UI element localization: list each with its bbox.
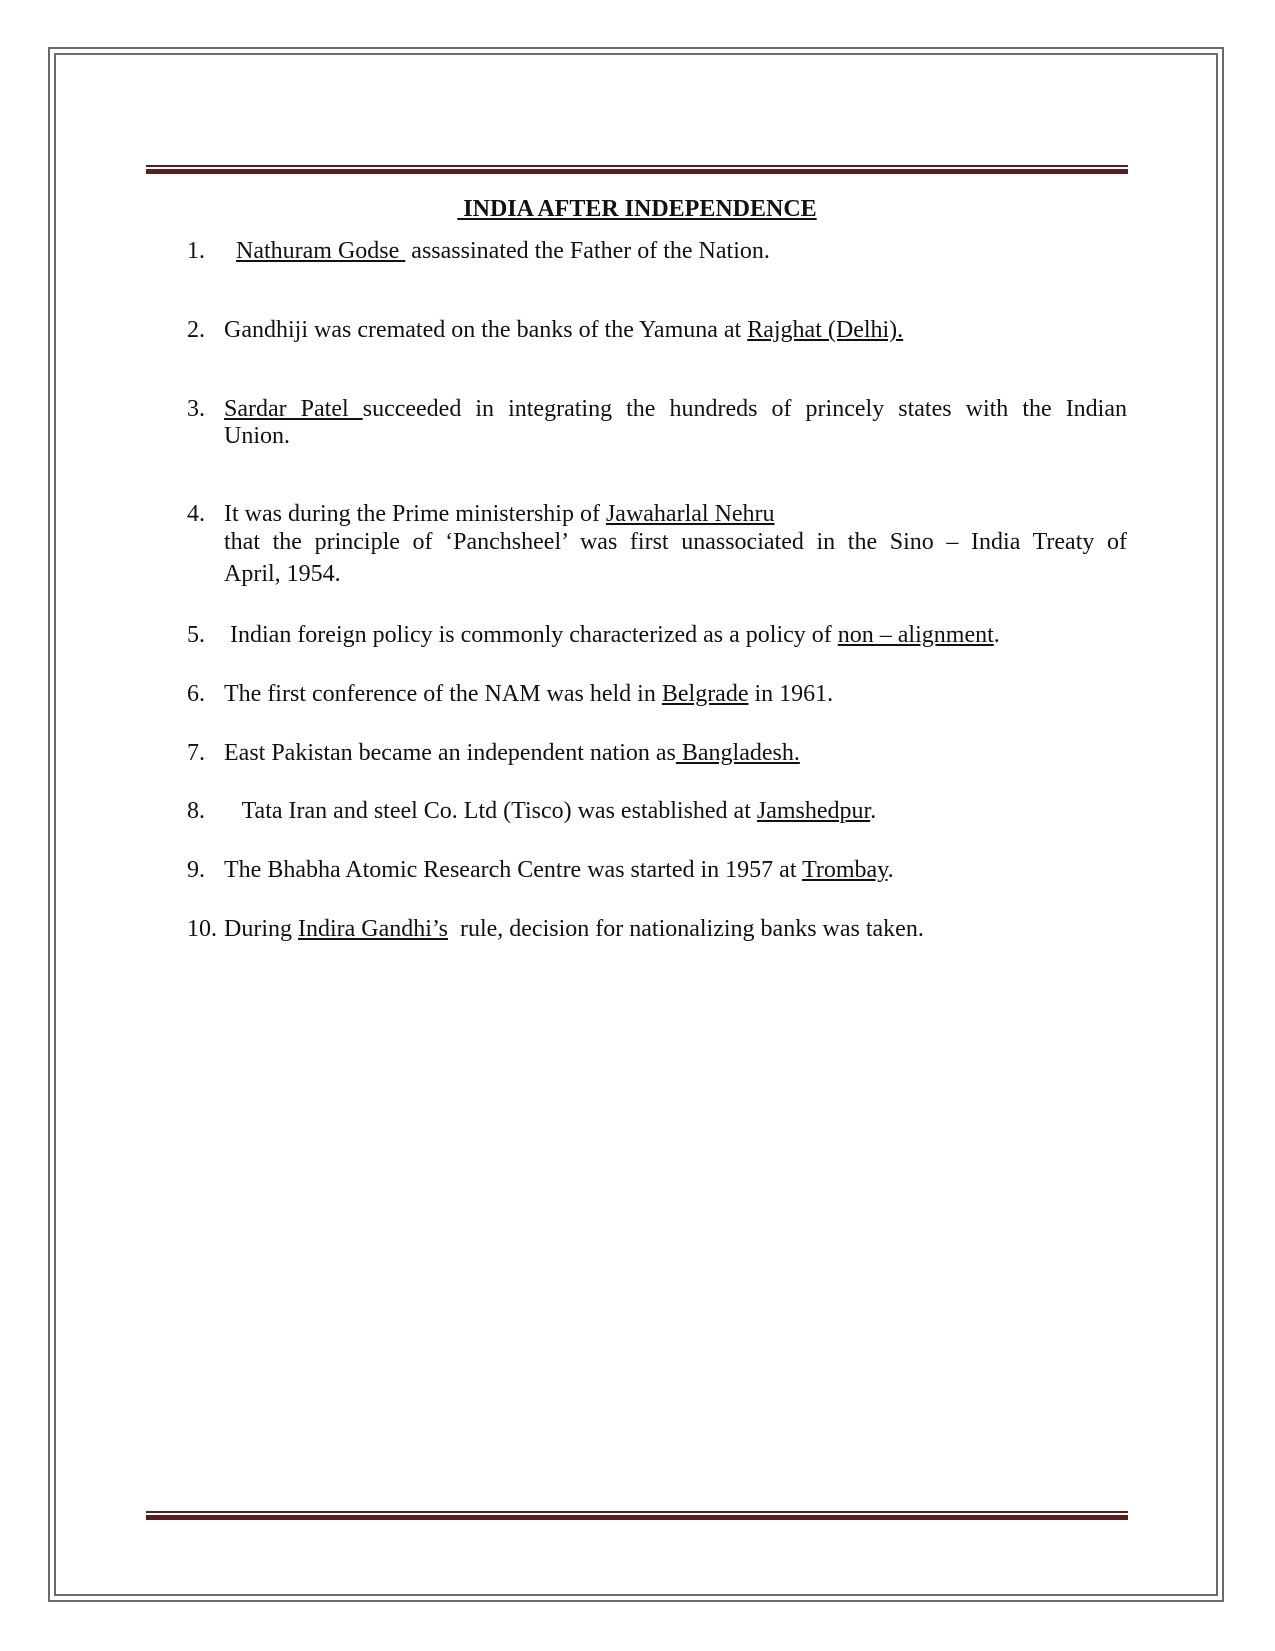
item-text-part: . [887,857,894,883]
item-text-part: East Pakistan became an independent nation as [224,740,676,766]
item-text [224,237,1127,265]
item-text-line-1 [224,395,1127,423]
item-text [224,680,1127,708]
item-text-part: The first conference of the NAM was held in [224,681,662,707]
footer-rule-thick-line [146,1515,1128,1520]
item-number: 1. [187,238,205,264]
item-text-part: that the principle of ‘Panchsheel’ was first unassociated in the Sino – India Treaty of [224,529,1127,555]
highlight-trombay: Trombay [802,857,888,883]
item-number: 4. [187,501,205,527]
item-text-part: . [993,622,1000,648]
item-number: 8. [187,798,205,824]
item-text [224,621,1127,649]
item-text-part: . [870,798,877,824]
item-text-line-1 [224,500,1127,528]
highlight-sardar-patel: Sardar Patel [224,396,363,422]
item-number: 9. [187,857,205,883]
item-text-part: in 1961. [748,681,834,707]
item-text [224,739,1127,767]
item-text-part: assassinated the Father of the Nation. [405,238,770,264]
item-text-line-3: April, 1954. [224,561,341,587]
item-text [224,797,1127,825]
item-text [224,915,1127,943]
item-text-part: The Bhabha Atomic Research Centre was started in 1957 at [224,857,803,883]
item-text [224,316,1127,344]
item-text-part: Indian foreign policy is commonly characterized as a policy of [224,622,838,648]
footer-rule [146,1511,1128,1520]
item-text-part: Tata Iran and steel Co. Ltd (Tisco) was established at [224,798,757,824]
item-number: 10. [187,916,217,942]
item-text-part: During [224,916,298,942]
item-lead-space [224,238,236,264]
item-text-part: It was during the Prime ministership of [224,501,606,527]
header-rule-thin-line [146,165,1128,167]
highlight-non-alignment: non – alignment [837,622,994,648]
highlight-bangladesh: Bangladesh. [675,740,800,766]
item-text-part: succeeded in integrating the hundreds of princely states with the Indian [362,396,1127,422]
item-number: 2. [187,317,205,343]
highlight-nathuram-godse: Nathuram Godse [236,238,406,264]
item-text [224,856,1127,884]
highlight-rajghat: Rajghat (Delhi). [747,317,904,343]
footer-rule-thin-line [146,1511,1128,1513]
page-title: INDIA AFTER INDEPENDENCE [457,196,817,222]
item-text-line-2: Union. [224,423,290,449]
item-number: 7. [187,740,205,766]
item-text-part: rule, decision for nationalizing banks was taken. [447,916,924,942]
item-text-part: Gandhiji was cremated on the banks of the Yamuna at [224,317,748,343]
highlight-jamshedpur: Jamshedpur [756,798,871,824]
header-rule [146,165,1128,174]
item-number: 3. [187,396,205,422]
header-rule-thick-line [146,169,1128,174]
item-text-line-2 [224,528,1127,556]
highlight-belgrade: Belgrade [661,681,749,707]
highlight-indira-gandhi: Indira Gandhi’s [298,916,448,942]
item-number: 5. [187,622,205,648]
item-number: 6. [187,681,205,707]
highlight-jawaharlal-nehru: Jawaharlal Nehru [605,501,775,527]
